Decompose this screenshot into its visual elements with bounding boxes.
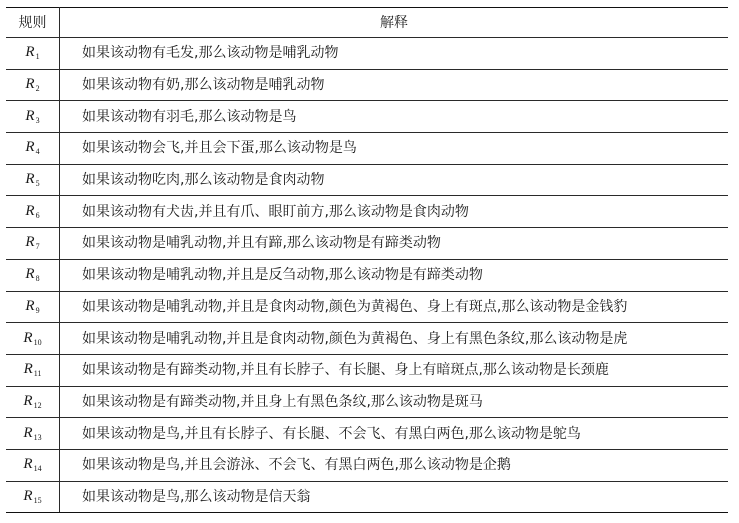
rule-id-cell — [6, 69, 60, 101]
rule-id-cell — [6, 386, 60, 418]
rules-table — [6, 7, 728, 513]
rule-number: 1 — [35, 52, 40, 62]
rule-number: 14 — [33, 464, 42, 474]
rule-id-cell — [6, 164, 60, 196]
rule-explanation: 如果该动物是鸟,那么该动物是信天翁 — [60, 481, 729, 513]
rule-explanation: 如果该动物是哺乳动物,并且有蹄,那么该动物是有蹄类动物 — [60, 228, 729, 260]
table-row — [6, 38, 728, 70]
rule-explanation: 如果该动物是哺乳动物,并且是食肉动物,颜色为黄褐色、身上有黑色条纹,那么该动物是虎 — [60, 323, 729, 355]
rule-number: 6 — [35, 210, 40, 220]
table-row — [6, 101, 728, 133]
rule-id-cell — [6, 259, 60, 291]
rule-explanation: 如果该动物是鸟,并且有长脖子、有长腿、不会飞、有黑白两色,那么该动物是鸵鸟 — [60, 418, 729, 450]
rule-letter: R — [25, 171, 35, 188]
table-row — [6, 196, 728, 228]
rule-explanation: 如果该动物是有蹄类动物,并且身上有黑色条纹,那么该动物是斑马 — [60, 386, 729, 418]
rule-number: 9 — [35, 305, 40, 315]
rule-number: 8 — [35, 274, 40, 284]
table-row — [6, 386, 728, 418]
table-row — [6, 259, 728, 291]
rule-explanation: 如果该动物有奶,那么该动物是哺乳动物 — [60, 69, 729, 101]
rule-letter: R — [25, 202, 35, 219]
rule-id-cell — [6, 481, 60, 513]
rule-explanation: 如果该动物有毛发,那么该动物是哺乳动物 — [60, 38, 729, 70]
table-body — [6, 38, 728, 513]
rule-number: 5 — [35, 179, 40, 189]
table-row — [6, 133, 728, 165]
rule-number: 3 — [35, 115, 40, 125]
rule-letter: R — [23, 392, 33, 409]
rule-id-cell — [6, 228, 60, 260]
table-row — [6, 228, 728, 260]
rule-id-cell — [6, 449, 60, 481]
rule-explanation: 如果该动物是哺乳动物,并且是食肉动物,颜色为黄褐色、身上有斑点,那么该动物是金钱豹 — [60, 291, 729, 323]
rule-number: 7 — [35, 242, 40, 252]
rule-id-cell — [6, 38, 60, 70]
rule-letter: R — [25, 107, 35, 124]
rule-number: 13 — [33, 432, 42, 442]
rule-number: 4 — [35, 147, 40, 157]
rule-id-cell — [6, 354, 60, 386]
rule-id-cell — [6, 101, 60, 133]
rule-letter: R — [23, 361, 33, 378]
table-header-row — [6, 8, 728, 38]
table-row — [6, 354, 728, 386]
rule-letter: R — [25, 44, 35, 61]
rule-id-cell — [6, 133, 60, 165]
rule-letter: R — [25, 234, 35, 251]
rule-explanation: 如果该动物是哺乳动物,并且是反刍动物,那么该动物是有蹄类动物 — [60, 259, 729, 291]
rule-letter: R — [25, 139, 35, 156]
rule-id-cell — [6, 291, 60, 323]
rule-number: 11 — [33, 369, 42, 379]
rule-id-cell — [6, 196, 60, 228]
rule-explanation: 如果该动物会飞,并且会下蛋,那么该动物是鸟 — [60, 133, 729, 165]
rule-letter: R — [25, 76, 35, 93]
rule-explanation: 如果该动物是有蹄类动物,并且有长脖子、有长腿、身上有暗斑点,那么该动物是长颈鹿 — [60, 354, 729, 386]
rule-number: 10 — [33, 337, 42, 347]
rule-id-cell — [6, 418, 60, 450]
rule-explanation: 如果该动物有犬齿,并且有爪、眼盯前方,那么该动物是食肉动物 — [60, 196, 729, 228]
rule-letter: R — [23, 424, 33, 441]
table-row — [6, 164, 728, 196]
table-row — [6, 481, 728, 513]
table-row — [6, 449, 728, 481]
rule-number: 15 — [33, 495, 42, 505]
rule-explanation: 如果该动物吃肉,那么该动物是食肉动物 — [60, 164, 729, 196]
rule-letter: R — [23, 456, 33, 473]
header-rule: 规则 — [6, 8, 60, 38]
rule-number: 12 — [33, 400, 42, 410]
rule-letter: R — [25, 297, 35, 314]
rule-number: 2 — [35, 84, 40, 94]
table-row — [6, 69, 728, 101]
header-explanation: 解释 — [60, 8, 729, 38]
table-row — [6, 291, 728, 323]
rule-explanation: 如果该动物是鸟,并且会游泳、不会飞、有黑白两色,那么该动物是企鹅 — [60, 449, 729, 481]
table-row — [6, 418, 728, 450]
table-row — [6, 323, 728, 355]
rule-letter: R — [25, 266, 35, 283]
rule-id-cell — [6, 323, 60, 355]
rule-letter: R — [23, 329, 33, 346]
rule-explanation: 如果该动物有羽毛,那么该动物是鸟 — [60, 101, 729, 133]
rule-letter: R — [23, 487, 33, 504]
